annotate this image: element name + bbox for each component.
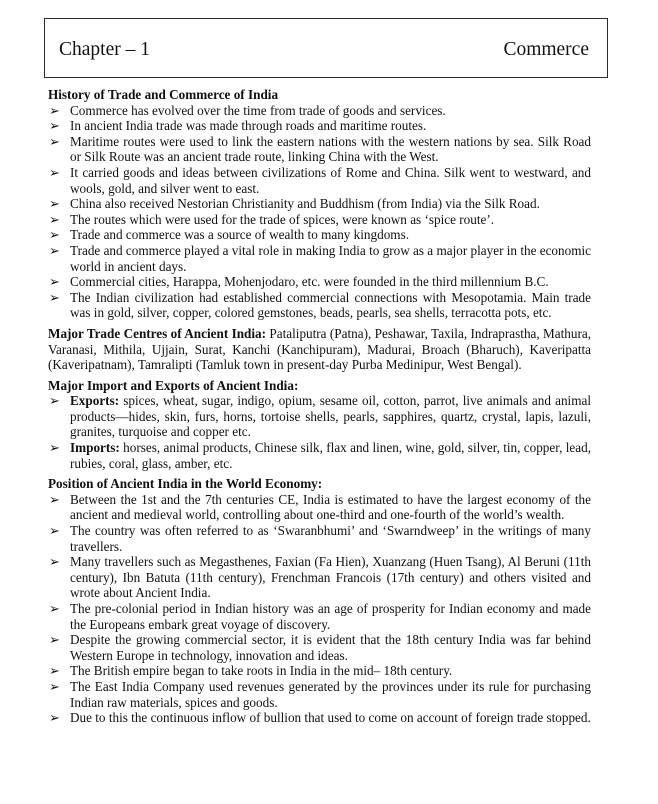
- list-item: ➢ Many travellers such as Megasthenes, Faxian (Fa Hien), Xuanzang (Huen Tsang), Al Beruni (11th century), Ibn Batuta (11th century), Frenchman Francois (17th century) and others visited and wrote about Ancient India.: [49, 554, 591, 601]
- list-item: ➢ China also received Nestorian Christianity and Buddhism (from India) via the Silk Road.: [49, 196, 540, 212]
- arrow-bullet-icon: ➢: [49, 440, 60, 456]
- subject-title: Commerce: [503, 39, 589, 60]
- exports-label: Exports:: [70, 393, 120, 409]
- list-item: ➢ Trade and commerce was a source of wealth to many kingdoms.: [49, 227, 409, 243]
- section-history-heading: History of Trade and Commerce of India: [48, 87, 279, 102]
- list-item: ➢ The British empire began to take roots in India in the mid– 18th century.: [49, 663, 453, 679]
- exports-text: spices, wheat, sugar, indigo, opium, sesame oil, cotton, parrot, live animals and animal products—hides, skin, furs, horns, tortoise shells, pearls, sapphires, quartz, crystal, lapis, lazuli, granites, turquoise and copper etc.: [70, 393, 591, 440]
- list-item: ➢ In ancient India trade was made through roads and maritime routes.: [49, 118, 427, 134]
- list-item: ➢ Between the 1st and the 7th centuries CE, India is estimated to have the largest economy of the ancient and medieval world, controlling about one-third and one-fourth of the world’s wealth.: [49, 491, 591, 523]
- arrow-bullet-icon: ➢: [49, 289, 60, 305]
- arrow-bullet-icon: ➢: [49, 274, 60, 290]
- world-economy-list: [48, 492, 591, 726]
- section-trade-centres-heading: Major Trade Centres of Ancient India:: [48, 325, 267, 341]
- arrow-bullet-icon: ➢: [49, 632, 60, 648]
- arrow-bullet-icon: ➢: [49, 133, 60, 149]
- list-item: ➢ Maritime routes were used to link the eastern nations with the western nations by sea. Silk Road or Silk Route was an ancient trade route, linking China with the West.: [49, 133, 591, 165]
- arrow-bullet-icon: ➢: [49, 678, 60, 694]
- chapter-number: Chapter – 1: [59, 39, 150, 60]
- section-import-export-heading: Major Import and Exports of Ancient India:: [48, 377, 299, 393]
- arrow-bullet-icon: ➢: [49, 601, 60, 616]
- page-content: [48, 87, 591, 726]
- arrow-bullet-icon: ➢: [49, 196, 60, 212]
- list-item: [48, 440, 591, 471]
- section-world-economy-heading: Position of Ancient India in the World Economy:: [48, 476, 323, 492]
- arrow-bullet-icon: ➢: [49, 118, 60, 134]
- arrow-bullet-icon: ➢: [49, 554, 60, 570]
- arrow-bullet-icon: ➢: [49, 393, 60, 409]
- import-export-list: [48, 393, 591, 471]
- arrow-bullet-icon: ➢: [49, 491, 60, 507]
- list-item: ➢ The East India Company used revenues generated by the provinces under its rule for purchasing Indian raw materials, spices and goods.: [49, 678, 591, 710]
- list-item: ➢ The pre-colonial period in Indian history was an age of prosperity for Indian economy and made the Europeans embark great voyage of discovery.: [49, 601, 591, 632]
- list-item: ➢ Commercial cities, Harappa, Mohenjodaro, etc. were founded in the third millennium B.C.: [49, 274, 549, 290]
- trade-centres-paragraph: [48, 326, 591, 373]
- list-item: ➢ Due to this the continuous inflow of bullion that used to come on account of foreign trade stopped.: [49, 710, 591, 726]
- chapter-header-box: [44, 18, 608, 78]
- list-item: ➢ Despite the growing commercial sector, it is evident that the 18th century India was far behind Western Europe in technology, innovation and ideas.: [49, 632, 591, 663]
- trade-centres-text: Pataliputra (Patna), Peshawar, Taxila, Indraprastha, Mathura, Varanasi, Mithila, Ujjain, Surat, Kanchi (Kanchipuram), Madurai, Broach (Bharuch), Kaveripatta (Kaveripatnam), Tamralipti (Tamluk town in present-day Purba Medinipur, West Bengal).: [48, 325, 592, 373]
- list-item: [48, 393, 591, 440]
- imports-text: horses, animal products, Chinese silk, flax and linen, wine, gold, silver, tin, copper, lead, rubies, coral, glass, amber, etc.: [70, 440, 591, 471]
- arrow-bullet-icon: ➢: [49, 227, 60, 243]
- history-bullet-list: [48, 103, 591, 321]
- arrow-bullet-icon: ➢: [49, 211, 60, 227]
- list-item: ➢ The routes which were used for the trade of spices, were known as ‘spice route’.: [49, 211, 495, 227]
- list-item: ➢ The Indian civilization had established commercial connections with Mesopotamia. Main trade was in gold, silver, copper, colored gemstones, beads, pearls, sea shells, terracotta pots, etc.: [49, 289, 591, 321]
- list-item: ➢ The country was often referred to as ‘Swaranbhumi’ and ‘Swarndweep’ in the writings of many travellers.: [49, 523, 591, 554]
- list-item: ➢ It carried goods and ideas between civilizations of Rome and China. Silk went to westward, and wools, gold, and silver went to east.: [49, 164, 591, 196]
- arrow-bullet-icon: ➢: [49, 710, 60, 726]
- list-item: ➢ Trade and commerce played a vital role in making India to grow as a major player in the economic world in ancient days.: [49, 242, 591, 274]
- arrow-bullet-icon: ➢: [49, 242, 60, 258]
- arrow-bullet-icon: ➢: [49, 663, 60, 679]
- list-item: ➢ Commerce has evolved over the time from trade of goods and services.: [49, 102, 446, 118]
- arrow-bullet-icon: ➢: [49, 102, 60, 118]
- imports-label: Imports:: [70, 440, 120, 456]
- arrow-bullet-icon: ➢: [49, 164, 60, 180]
- arrow-bullet-icon: ➢: [49, 523, 60, 539]
